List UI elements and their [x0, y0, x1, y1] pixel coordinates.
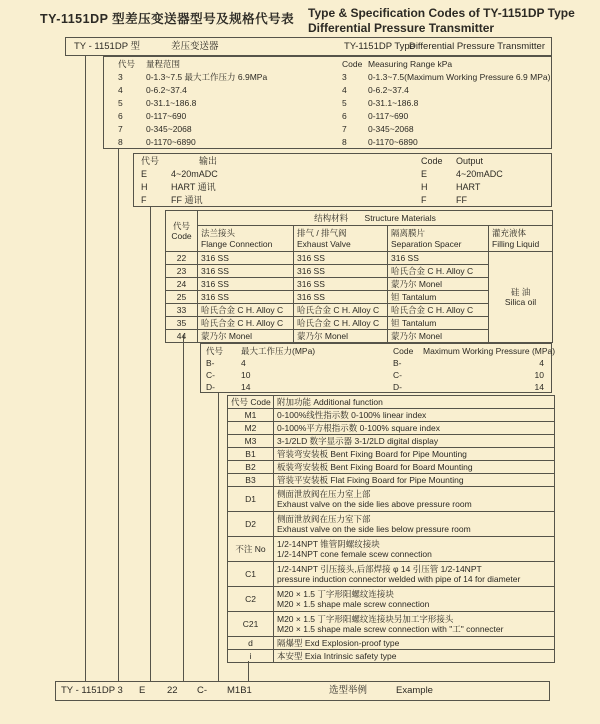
range-code-en: 5: [342, 98, 347, 108]
materials-flange: 哈氏合金 C H. Alloy C: [198, 317, 294, 330]
additional-desc: 板装弯安装板 Bent Fixing Board for Board Mounting: [274, 461, 555, 474]
output-value-en: HART: [456, 182, 481, 192]
output-value-cn: FF 通讯: [171, 195, 203, 205]
connector-line-output: [150, 206, 151, 681]
output-value-en: 4~20mADC: [456, 169, 503, 179]
output-code-en: E: [421, 169, 428, 179]
pressure-value-cn: 14: [241, 382, 251, 392]
additional-code: D2: [228, 512, 274, 537]
additional-desc: 0-100%线性指示数 0-100% linear index: [274, 409, 555, 422]
range-code-en: 7: [342, 124, 347, 134]
materials-flange: 316 SS: [198, 278, 294, 291]
additional-code: C21: [228, 612, 274, 637]
output-code: E: [141, 169, 148, 179]
additional-code: 不注 No: [228, 537, 274, 562]
pressure-code: B-: [206, 358, 215, 368]
additional-desc: 本安型 Exia Intrinsic safety type: [274, 650, 555, 663]
materials-code: 35: [166, 317, 198, 330]
additional-row: [228, 474, 555, 487]
output-cn-label-header: 输出: [199, 156, 218, 166]
pressure-en-label-header: Maximum Working Pressure (MPa): [423, 346, 556, 356]
materials-code-header: 代号 Code: [166, 211, 198, 252]
materials-spacer: 316 SS: [388, 252, 489, 265]
product-name-en: Differential Pressure Transmitter: [408, 41, 545, 52]
materials-title: 结构材料 Structure Materials: [198, 211, 553, 226]
additional-code: B3: [228, 474, 274, 487]
example-model: TY - 1151DP 3: [61, 685, 123, 696]
materials-exhaust: 316 SS: [294, 252, 388, 265]
output-cn-code-header: 代号: [141, 156, 160, 166]
materials-col-spacer: 隔离膜片 Separation Spacer: [388, 226, 489, 252]
range-code: 6: [118, 111, 123, 121]
additional-desc: 1/2-14NPT 引压接头,后部焊接 φ 14 引压管 1/2-14NPT pressure induction connector welded with pipe of 14 for diameter: [274, 562, 555, 587]
materials-row: [166, 252, 553, 265]
section-additional-function: [227, 395, 555, 663]
output-en-code-header: Code: [421, 156, 443, 166]
additional-label-header: 附加功能 Additional function: [274, 396, 555, 409]
additional-code: C1: [228, 562, 274, 587]
example-additional-code: M1B1: [227, 685, 252, 696]
materials-flange: 316 SS: [198, 252, 294, 265]
model-header-bar: [65, 37, 552, 56]
materials-col-filling: 灌充液体 Filling Liquid: [489, 226, 553, 252]
materials-spacer: 钽 Tantalum: [388, 317, 489, 330]
connector-line-model: [85, 56, 86, 681]
example-label-en: Example: [396, 685, 433, 696]
range-value-en: 0-31.1~186.8: [368, 98, 419, 108]
page-title-cn: TY-1151DP 型差压变送器型号及规格代号表: [40, 12, 295, 26]
pressure-value-en: 14: [534, 382, 544, 392]
range-row: [104, 97, 551, 110]
pressure-row: [201, 369, 551, 381]
model-code-en: TY-1151DP Type: [344, 41, 415, 52]
range-code-en: 4: [342, 85, 347, 95]
range-value-cn: 0-31.1~186.8: [146, 98, 197, 108]
pressure-row: [201, 381, 551, 393]
connector-line-pressure: [218, 392, 219, 681]
materials-flange: 316 SS: [198, 265, 294, 278]
additional-row: [228, 461, 555, 474]
materials-spacer: 哈氏合金 C H. Alloy C: [388, 304, 489, 317]
range-code-en: 6: [342, 111, 347, 121]
additional-row: [228, 435, 555, 448]
materials-exhaust: 哈氏合金 C H. Alloy C: [294, 304, 388, 317]
range-row: [104, 71, 551, 84]
additional-desc: 管装弯安装板 Bent Fixing Board for Pipe Mounting: [274, 448, 555, 461]
model-code-cn: TY - 1151DP 型: [74, 41, 141, 52]
range-code: 7: [118, 124, 123, 134]
range-en-label-header: Measuring Range kPa: [368, 59, 453, 69]
pressure-value-cn: 4: [241, 358, 246, 368]
materials-col-flange: 法兰接头 Flange Connection: [198, 226, 294, 252]
range-value-cn: 0-1.3~7.5 最大工作压力 6.9MPa: [146, 72, 268, 82]
product-name-cn: 差压变送器: [171, 41, 219, 52]
additional-desc: M20 × 1.5 丁字形阳螺纹连接块另加工字形接头 M20 × 1.5 shape male screw connection with "工" connecter: [274, 612, 555, 637]
range-value-en: 0-345~2068: [368, 124, 414, 134]
output-code: F: [141, 195, 147, 205]
materials-code: 23: [166, 265, 198, 278]
range-value-en: 0-6.2~37.4: [368, 85, 409, 95]
materials-code: 44: [166, 330, 198, 343]
additional-row: [228, 487, 555, 512]
materials-spacer: 蒙乃尔 Monel: [388, 278, 489, 291]
range-value-en: 0-1170~6890: [368, 137, 418, 147]
range-code-en: 3: [342, 72, 347, 82]
materials-code: 25: [166, 291, 198, 304]
materials-spacer: 钽 Tantalum: [388, 291, 489, 304]
materials-spacer: 蒙乃尔 Monel: [388, 330, 489, 343]
additional-desc: 1/2-14NPT 锥管阴螺纹接块 1/2-14NPT cone female scew connection: [274, 537, 555, 562]
additional-row: [228, 512, 555, 537]
pressure-code-en: B-: [393, 358, 402, 368]
pressure-cn-code-header: 代号: [206, 346, 224, 356]
additional-row: [228, 409, 555, 422]
output-code-en: H: [421, 182, 428, 192]
range-en-code-header: Code: [342, 59, 363, 69]
additional-row: [228, 587, 555, 612]
materials-code: 24: [166, 278, 198, 291]
additional-desc: 0-100%平方根指示数 0-100% square index: [274, 422, 555, 435]
example-material-code: 22: [167, 685, 178, 696]
materials-exhaust: 316 SS: [294, 291, 388, 304]
pressure-code-en: D-: [393, 382, 402, 392]
pressure-value-en: 4: [539, 358, 544, 368]
output-row: [134, 168, 551, 181]
range-row: [104, 123, 551, 136]
range-row: [104, 136, 551, 149]
example-row: [55, 681, 550, 701]
additional-desc: 侧面泄放阀在压力室下部 Exhaust valve on the side lies below pressure room: [274, 512, 555, 537]
example-output-code: E: [139, 685, 146, 696]
pressure-cn-label-header: 最大工作压力(MPa): [241, 346, 316, 356]
range-code: 8: [118, 137, 123, 147]
range-code: 4: [118, 85, 123, 95]
pressure-en-code-header: Code: [393, 346, 414, 356]
section-structure-materials: [165, 210, 553, 343]
materials-exhaust: 蒙乃尔 Monel: [294, 330, 388, 343]
materials-filling-liquid: 硅 油 Silica oil: [489, 252, 553, 343]
pressure-value-cn: 10: [241, 370, 251, 380]
section-measuring-range: [103, 56, 552, 149]
additional-code: B2: [228, 461, 274, 474]
additional-code: M1: [228, 409, 274, 422]
range-value-cn: 0-345~2068: [146, 124, 192, 134]
materials-exhaust: 316 SS: [294, 278, 388, 291]
additional-desc: 隔爆型 Exd Explosion-proof type: [274, 637, 555, 650]
connector-line-range: [118, 148, 119, 681]
page-title-en-line2: Differential Pressure Transmitter: [308, 21, 495, 35]
output-value-cn: HART 通讯: [171, 182, 216, 192]
additional-code: d: [228, 637, 274, 650]
range-value-cn: 0-117~690: [146, 111, 187, 121]
example-label-cn: 选型举例: [329, 685, 368, 696]
additional-code: C2: [228, 587, 274, 612]
output-value-cn: 4~20mADC: [171, 169, 218, 179]
pressure-code: C-: [206, 370, 215, 380]
additional-code: B1: [228, 448, 274, 461]
additional-code: M2: [228, 422, 274, 435]
range-code: 3: [118, 72, 123, 82]
section-output: [133, 153, 552, 207]
range-value-cn: 0-6.2~37.4: [146, 85, 187, 95]
range-value-en: 0-117~690: [368, 111, 409, 121]
pressure-header-row: [201, 345, 556, 357]
pressure-row: [201, 357, 551, 369]
example-pressure-code: C-: [197, 685, 208, 696]
materials-col-exhaust: 排气 / 排气阀 Exhaust Valve: [294, 226, 388, 252]
pressure-value-en: 10: [534, 370, 544, 380]
output-code: H: [141, 182, 148, 192]
output-row: [134, 181, 551, 194]
additional-row: [228, 422, 555, 435]
range-cn-label-header: 量程范围: [146, 59, 181, 69]
additional-row: [228, 537, 555, 562]
materials-code: 33: [166, 304, 198, 317]
additional-desc: 管装平安装板 Flat Fixing Board for Pipe Mounting: [274, 474, 555, 487]
range-code: 5: [118, 98, 123, 108]
additional-desc: 侧面泄放阀在压力室上部 Exhaust valve on the side lies above pressure room: [274, 487, 555, 512]
materials-flange: 哈氏合金 C H. Alloy C: [198, 304, 294, 317]
materials-flange: 蒙乃尔 Monel: [198, 330, 294, 343]
additional-row: [228, 650, 555, 663]
additional-row: [228, 612, 555, 637]
additional-code: i: [228, 650, 274, 663]
range-value-cn: 0-1170~6890: [146, 137, 196, 147]
range-cn-code-header: 代号: [118, 59, 136, 69]
page-title-en-line1: Type & Specification Codes of TY-1151DP Type: [308, 6, 575, 20]
additional-header-row: [228, 396, 555, 409]
materials-spacer: 哈氏合金 C H. Alloy C: [388, 265, 489, 278]
range-value-en: 0-1.3~7.5(Maximum Working Pressure 6.9 MPa): [368, 72, 551, 82]
pressure-code-en: C-: [393, 370, 402, 380]
materials-exhaust: 316 SS: [294, 265, 388, 278]
connector-line-additional: [248, 661, 249, 681]
output-row: [134, 194, 551, 207]
range-header-row: [104, 58, 551, 71]
output-code-en: F: [421, 195, 427, 205]
additional-code: D1: [228, 487, 274, 512]
output-value-en: FF: [456, 195, 467, 205]
connector-line-materials: [183, 335, 184, 681]
additional-row: [228, 448, 555, 461]
materials-code: 22: [166, 252, 198, 265]
additional-code: M3: [228, 435, 274, 448]
output-en-label-header: Output: [456, 156, 484, 166]
materials-flange: 316 SS: [198, 291, 294, 304]
range-row: [104, 84, 551, 97]
output-header-row: [134, 155, 551, 168]
additional-desc: 3-1/2LD 数字显示器 3-1/2LD digital display: [274, 435, 555, 448]
additional-row: [228, 637, 555, 650]
materials-exhaust: 哈氏合金 C H. Alloy C: [294, 317, 388, 330]
page-title-en: [308, 6, 592, 36]
pressure-code: D-: [206, 382, 215, 392]
additional-row: [228, 562, 555, 587]
additional-code-header: 代号 Code: [228, 396, 274, 409]
range-row: [104, 110, 551, 123]
additional-desc: M20 × 1.5 丁字形阳螺纹连接块 M20 × 1.5 shape male screw connection: [274, 587, 555, 612]
range-code-en: 8: [342, 137, 347, 147]
section-max-working-pressure: [200, 343, 556, 393]
